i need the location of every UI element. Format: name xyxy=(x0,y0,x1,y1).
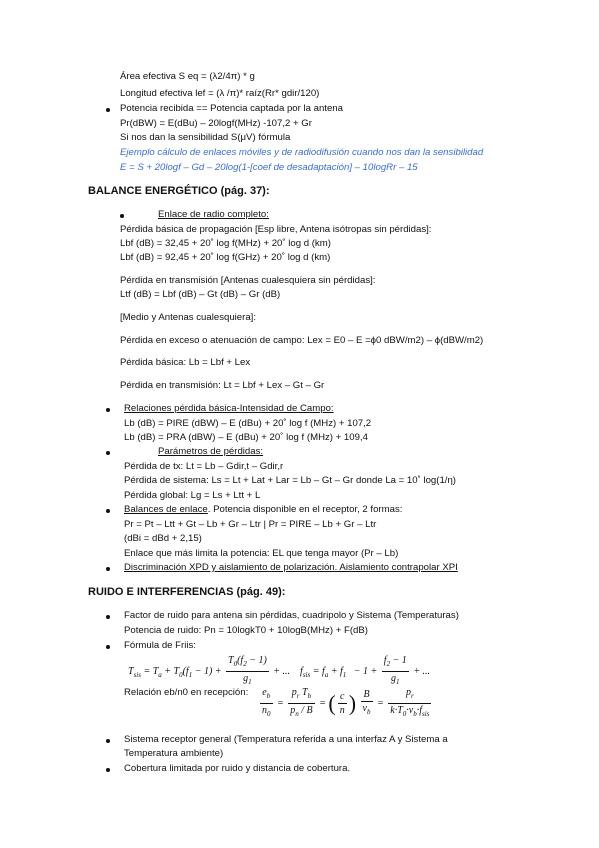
friis-formula: $T_{sis} = T_a + T_0(f_1 - 1)$ + $\frac{T_0(f_2 - 1)}{g_1}$ + ... $f_{sis} = f_a + f_1 - 1$ + $\frac{f_2 - 1}{g_1}$ + ... xyxy=(128,655,431,686)
bullet xyxy=(106,408,110,412)
lbf-line-2: Lbf (dB) = 92,45 + 20˚ log f(GHz) + 20˚ log d (km) xyxy=(120,252,331,263)
discriminacion-line: Discriminación XPD y aislamiento de polarización. Aislamiento contrapolar XPI xyxy=(124,562,458,573)
bullet xyxy=(106,739,110,743)
perdida-exceso-line: Pérdida en exceso o atenuación de campo: Lex = E0 – E =ϕ0 dBW/m2) – ϕ(dBW/m2) xyxy=(120,335,484,346)
lb-pra-line: Lb (dB) = PRA (dBW) – E (dBu) + 20˚ log f (MHz) + 109,4 xyxy=(124,432,368,443)
bullet xyxy=(106,768,110,772)
balances-enlace-rest: . Potencia disponible en el receptor, 2 formas: xyxy=(207,504,403,515)
cobertura-line: Cobertura limitada por ruido y distancia de cobertura. xyxy=(124,763,351,774)
dbi-line: (dBi = dBd + 2,15) xyxy=(124,533,202,544)
perdida-transmision-line: Pérdida en transmisión: Lt = Lbf + Lex – Gt – Gr xyxy=(120,380,325,391)
lbf-line-1: Lbf (dB) = 32,45 + 20˚ log f(MHz) + 20˚ log d (km) xyxy=(120,238,331,249)
pr-formas-line: Pr = Pt – Ltt + Gt – Lb + Gr – Ltr | Pr = PIRE – Lb + Gr – Ltr xyxy=(124,519,377,530)
sistema-receptor-line-1: Sistema receptor general (Temperatura referida a una interfaz A y Sistema a xyxy=(124,734,448,745)
perdida-sistema-line: Pérdida de sistema: Ls = Lt + Lat + Lar = Lb – Gt – Gr donde La = 10˚ log(1/η) xyxy=(124,475,456,486)
bullet xyxy=(120,214,124,218)
balances-enlace-line xyxy=(124,504,402,516)
sistema-receptor-line-2: Temperatura ambiente) xyxy=(124,748,224,759)
perdida-global-line: Pérdida global: Lg = Ls + Ltt + L xyxy=(124,490,261,501)
friis-label: Fórmula de Friis: xyxy=(124,640,196,651)
balances-enlace-label: Balances de enlace xyxy=(124,504,208,515)
relaciones-label: Relaciones pérdida básica-Intensidad de Campo: xyxy=(124,403,334,414)
potencia-recibida-line: Potencia recibida == Potencia captada por la antena xyxy=(120,103,343,114)
enlace-limita-line: Enlace que más limita la potencia: EL que tenga mayor (Pr – Lb) xyxy=(124,548,399,559)
bullet xyxy=(106,645,110,649)
bullet xyxy=(106,567,110,571)
perdida-basica-prop-line: Pérdida básica de propagación [Esp libre, Antena isótropas sin pérdidas]: xyxy=(120,224,432,235)
perdida-transmision-ant-line: Pérdida en transmisión [Antenas cualesquiera sin pérdidas]: xyxy=(120,275,376,286)
relacion-eb-label: Relación eb/n0 en recepción: xyxy=(124,687,249,698)
lb-pire-line: Lb (dB) = PIRE (dBW) – E (dBu) + 20˚ log f (MHz) + 107,2 xyxy=(124,418,372,429)
sensibilidad-line: Si nos dan la sensibilidad S(μV) fórmula xyxy=(120,132,291,143)
potencia-ruido-line: Potencia de ruido: Pn = 10logkT0 + 10logB(MHz) + F(dB) xyxy=(124,625,368,636)
ejemplo-line-1: Ejemplo cálculo de enlaces móviles y de radiodifusión cuando nos dan la sensibilidad xyxy=(120,147,484,158)
factor-ruido-line: Factor de ruido para antena sin pérdidas, cuadripolo y Sistema (Temperaturas) xyxy=(124,610,459,621)
eb-n0-formula: $\frac{e_b}{n_0}$ = $\frac{p_r T_b}{p_n / B}$ = ( $\frac{c}{n}$ ) $\frac{B}{v_b}$ = $\frac{p_r}{k\cdot T_0\cdot v_b\cdot f_{sis}}$ xyxy=(262,687,430,718)
bullet xyxy=(106,509,110,513)
longitud-efectiva-line: Longitud efectiva lef = (λ /π)* raíz(Rr* gdir/120) xyxy=(120,88,320,99)
bullet xyxy=(106,451,110,455)
bullet xyxy=(106,108,110,112)
perdida-basica-line: Pérdida básica: Lb = Lbf + Lex xyxy=(120,357,251,368)
balance-heading: BALANCE ENERGÉTICO (pág. 37): xyxy=(88,185,270,197)
area-efectiva-line: Área efectiva S eq = (λ2/4π) * g xyxy=(120,71,255,82)
parametros-label: Parámetros de pérdidas: xyxy=(158,446,264,457)
ruido-heading: RUIDO E INTERFERENCIAS (pág. 49): xyxy=(88,586,286,598)
medio-antenas-line: [Medio y Antenas cualesquiera]: xyxy=(120,312,256,323)
perdida-tx-line: Pérdida de tx: Lt = Lb – Gdir,t – Gdir,r xyxy=(124,461,284,472)
ejemplo-line-2: E = S + 20logf – Gd – 20log(1-[coef de desadaptación] – 10logRr – 15 xyxy=(120,162,418,173)
enlace-completo-label: Enlace de radio completo: xyxy=(158,209,269,220)
bullet xyxy=(106,615,110,619)
ltf-line: Ltf (dB) = Lbf (dB) – Gt (dB) – Gr (dB) xyxy=(120,289,281,300)
pr-dbw-line: Pr(dBW) = E(dBu) – 20logf(MHz) -107,2 + Gr xyxy=(120,118,312,129)
